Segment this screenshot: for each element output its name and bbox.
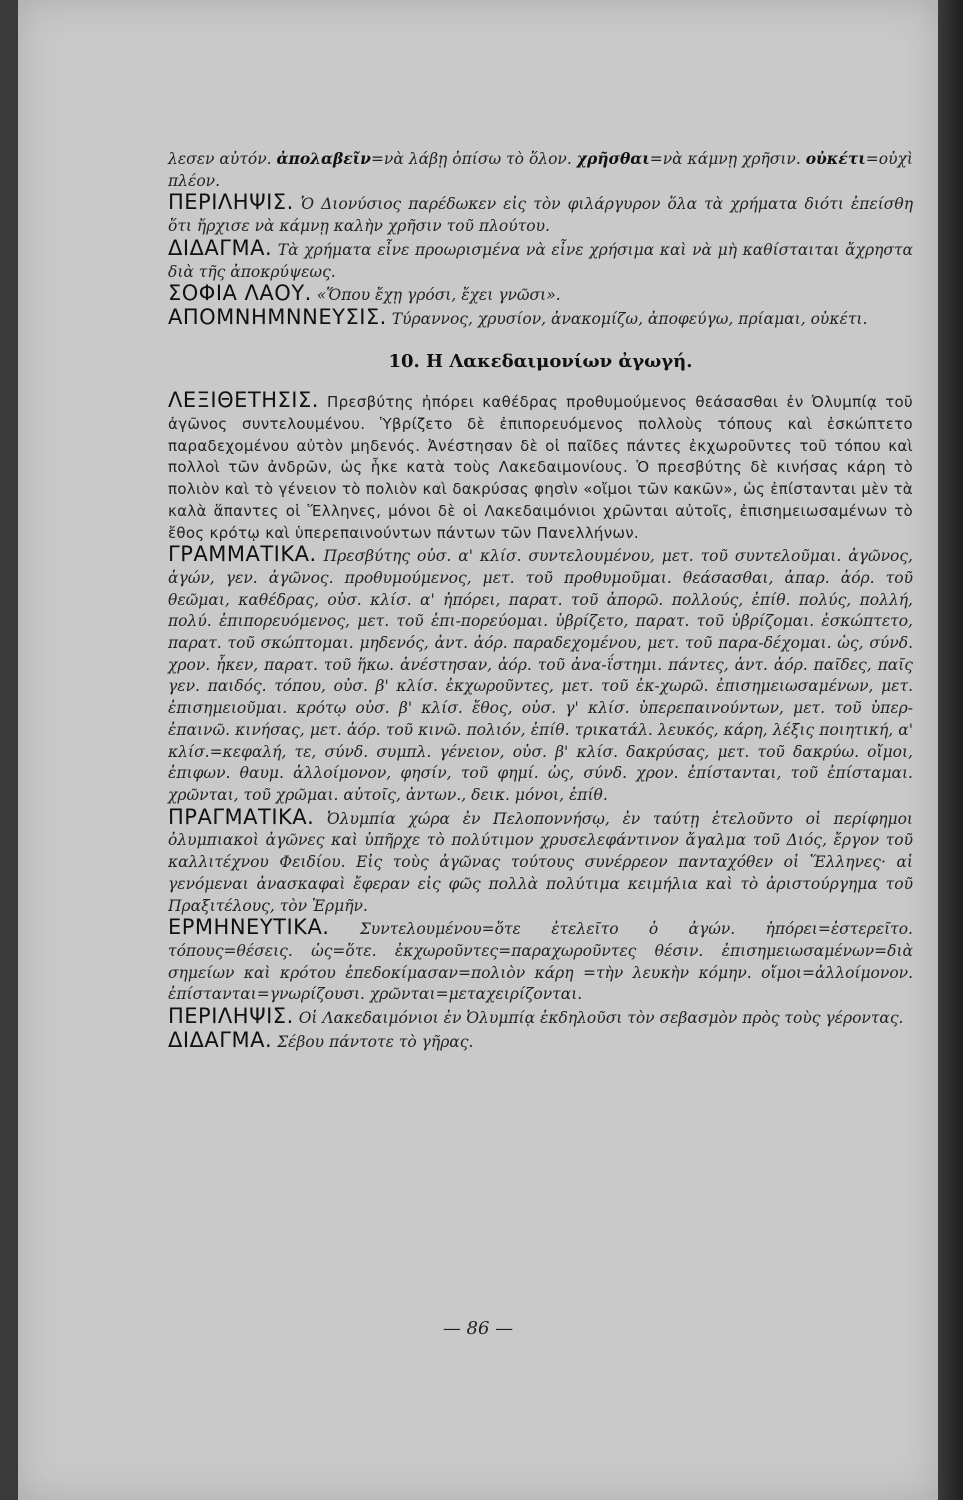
section-label: ΑΠΟΜΝΗΜΝΝΕΥΣΙΣ. [168, 304, 387, 329]
lesson-end-paragraph [168, 1027, 913, 1054]
section-text: Πρεσβύτης οὐσ. α' κλίσ. συντελουμένου, μετ. τοῦ συντελοῦμαι. ἀγῶνος, ἀγών, γεν. ἀγῶνος. προθυμούμενος, μετ. τοῦ προθυμοῦμαι. θεάσασθαι, ἀπαρ. ἀόρ. τοῦ θεῶμαι, καθέδρας, οὐσ. κλίσ. α' ἠπόρει, παρατ. τοῦ ἀπορῶ. πολλούς, ἐπίθ. πολύς, πολλή, πολύ. ἐπιπορευόμενος, μετ. τοῦ ἐπι-πορεύομαι. ὑβρίζετο, παρατ. τοῦ ὑβρίζομαι. ἐσκώπτετο, παρατ. τοῦ σκώπτομαι. μηδενός, ἀντ. ἀόρ. παραδεχομένου, μετ. τοῦ παρα-δέχομαι. ὡς, σύνδ. χρον. ἧκεν, παρατ. τοῦ ἥκω. ἀνέστησαν, ἀόρ. τοῦ ἀνα-ΐστημι. πάντες, ἀντ. ἀόρ. παῖδες, παῖς γεν. παιδός. τόπου, οὐσ. β' κλίσ. ἐκχωροῦντες, μετ. τοῦ ἐκ-χωρῶ. ἐπισημειωσαμένων, μετ. ἐπισημειοῦμαι. κρότῳ οὐσ. β' κλίσ. ἔθος, οὐσ. γ' κλίσ. ὑπερεπαινούντων, μετ. τοῦ ὑπερ-ἐπαινῶ. κινήσας, μετ. ἀόρ. τοῦ κινῶ. πολιόν, ἐπίθ. τρικατάλ. λευκός, κάρη, λέξις ποιητική, α' κλίσ.=κεφαλή, τε, σύνδ. συμπλ. γένειον, οὐσ. β' κλίσ. δακρύσας, μετ. τοῦ δακρύω. οἴμοι, ἐπιφων. θαυμ. ἀλλοίμονον, φησίν, τοῦ φημί. ὡς, σύνδ. χρον. ἐπίστανται, τοῦ ἐπίσταμαι. χρῶνται, τοῦ χρῶμαι. αὐτοῖς, ἀντων., δεικ. μόνοι, ἐπίθ. [168, 547, 913, 804]
section-text: Τὰ χρήματα εἶνε προωρισμένα νὰ εἶνε χρήσιμα καὶ νὰ μὴ καθίσταιται ἄχρηστα διὰ τῆς ἀποκρύψεως. [168, 240, 913, 281]
intro-paragraph [168, 148, 913, 192]
page-text [168, 148, 913, 1053]
section-label: ΛΕΞΙΘΕΤΗΣΙΣ. [168, 388, 319, 413]
section-label: ΕΡΜΗΝΕΥΤΙΚΑ. [168, 915, 330, 940]
page-edge [938, 0, 963, 1500]
section-text: «Ὅπου ἔχῃ γρόσι, ἔχει γνῶσι». [316, 286, 561, 305]
section-label: ΓΡΑΜΜΑΤΙΚΑ. [168, 542, 317, 567]
book-page [18, 0, 938, 1500]
explanations-paragraph [168, 917, 913, 1006]
proverb-paragraph [168, 283, 913, 307]
lesson-paragraph [168, 235, 913, 283]
section-label: ΠΕΡΙΛΗΨΙΣ. [168, 1004, 294, 1029]
summary-paragraph [168, 192, 913, 237]
section-label: ΔΙΔΑΓΜΑ. [168, 1027, 273, 1052]
intro-term: οὐκέτι [805, 149, 866, 168]
section-text: Σέβου πάντοτε τὸ γῆρας. [277, 1032, 474, 1051]
lexithetisis-paragraph [168, 390, 913, 544]
facts-paragraph [168, 804, 913, 918]
section-text: Συντελουμένου=ὅτε ἐτελεῖτο ὁ ἀγών. ἠπόρει=ἐστερεῖτο. τόπους=θέσεις. ὡς=ὅτε. ἐκχωροῦντες=παραχωροῦντες θέσιν. ἐπισημειωσαμένων=διὰ σημείων καὶ κρότου ἐπεδοκίμασαν=πολιὸν κάρη =τὴν λευκὴν κόμην. οἴμοι=ἀλλοίμονον. ἐπίστανται=γνωρίζουσι. χρῶνται=μεταχειρίζονται. [168, 920, 913, 1004]
intro-text: =οὐχὶ πλέον. [168, 150, 913, 190]
section-label: ΣΟΦΙΑ ΛΑΟΥ. [168, 281, 312, 306]
intro-term: χρῆσθαι [576, 149, 650, 168]
section-text: Οἱ Λακεδαιμόνιοι ἐν Ὀλυμπίᾳ ἐκδηλοῦσι τὸν σεβασμὸν πρὸς τοὺς γέροντας. [298, 1009, 904, 1028]
intro-term: ἀπολαβεῖν [276, 149, 371, 168]
intro-text: =νὰ λάβῃ ὀπίσω τὸ ὅλον. [370, 150, 577, 168]
section-text: Ὁ Διονύσιος παρέδωκεν εἰς τὸν φιλάργυρον ὅλα τὰ χρήματα διότι ἐπείσθη ὅτι ἤρχισε νὰ κάμνῃ καλὴν χρῆσιν τοῦ πλούτου. [168, 195, 913, 236]
chapter-title: 10. Η Λακεδαιμονίων ἀγωγή. [388, 350, 693, 372]
grammar-paragraph [168, 544, 913, 806]
intro-text: λεσεν αὐτόν. [168, 150, 277, 168]
memorize-paragraph [168, 304, 913, 331]
page-number: — 86 — [442, 1318, 514, 1339]
section-text: Πρεσβύτης ἠπόρει καθέδρας προθυμούμενος θεάσασθαι ἐν Ὀλυμπίᾳ τοῦ ἀγῶνος συντελουμένου. Ὑβρίζετο δὲ ἐπιπορευόμενος πολλοὺς τόπους καὶ ἐσκώπτετο παραδεχομένου αὐτὸν μηδενός. Ἀνέστησαν δὲ οἱ παῖδες πάντες ἐκχωροῦντες τοῦ τόπου καὶ πολλοὶ τῶν ἀνδρῶν, ὡς ἧκε κατὰ τοὺς Λακεδαιμονίους. Ὁ πρεσβύτης δὲ κινήσας κάρη τὸ πολιὸν καὶ τὸ γένειον τὸ πολιὸν καὶ δακρύσας φησὶν «οἴμοι τῶν κακῶν», ὡς ἐπίστανται μὲν τὰ καλὰ ἅπαντες οἱ Ἕλληνες, μόνοι δὲ οἱ Λακεδαιμόνιοι χρῶνται αὐτοῖς, ἐπισημειωσαμένων τὸ ἔθος κρότῳ καὶ ὑπερεπαινούντων πάντων τῶν Πανελλήνων. [168, 393, 913, 542]
summary-end-paragraph [168, 1006, 913, 1030]
section-label: ΠΡΑΓΜΑΤΙΚΑ. [168, 804, 315, 829]
section-text: Ὀλυμπία χώρα ἐν Πελοποννήσῳ, ἐν ταύτῃ ἐτελοῦντο οἱ περίφημοι ὀλυμπιακοὶ ἀγῶνες καὶ ὑπῆρχε τὸ πολύτιμον χρυσελεφάντινον ἄγαλμα τοῦ Διός, ἔργον τοῦ καλλιτέχνου Φειδίου. Εἰς τοὺς ἀγῶνας τούτους συνέρρεον πανταχόθεν οἱ Ἕλληνες· αἱ γενόμεναι ἀνασκαφαὶ ἔφεραν εἰς φῶς πολλὰ πολύτιμα κειμήλια καὶ τὸ ἀριστούργημα τοῦ Πραξιτέλους, τὸν Ἑρμῆν. [168, 809, 913, 915]
intro-text: =νὰ κάμνῃ χρῆσιν. [649, 150, 806, 168]
section-label: ΔΙΔΑΓΜΑ. [168, 235, 273, 260]
section-text: Τύραννος, χρυσίον, ἀνακομίζω, ἀποφεύγω, πρίαμαι, οὐκέτι. [391, 309, 868, 328]
section-label: ΠΕΡΙΛΗΨΙΣ. [168, 190, 294, 215]
